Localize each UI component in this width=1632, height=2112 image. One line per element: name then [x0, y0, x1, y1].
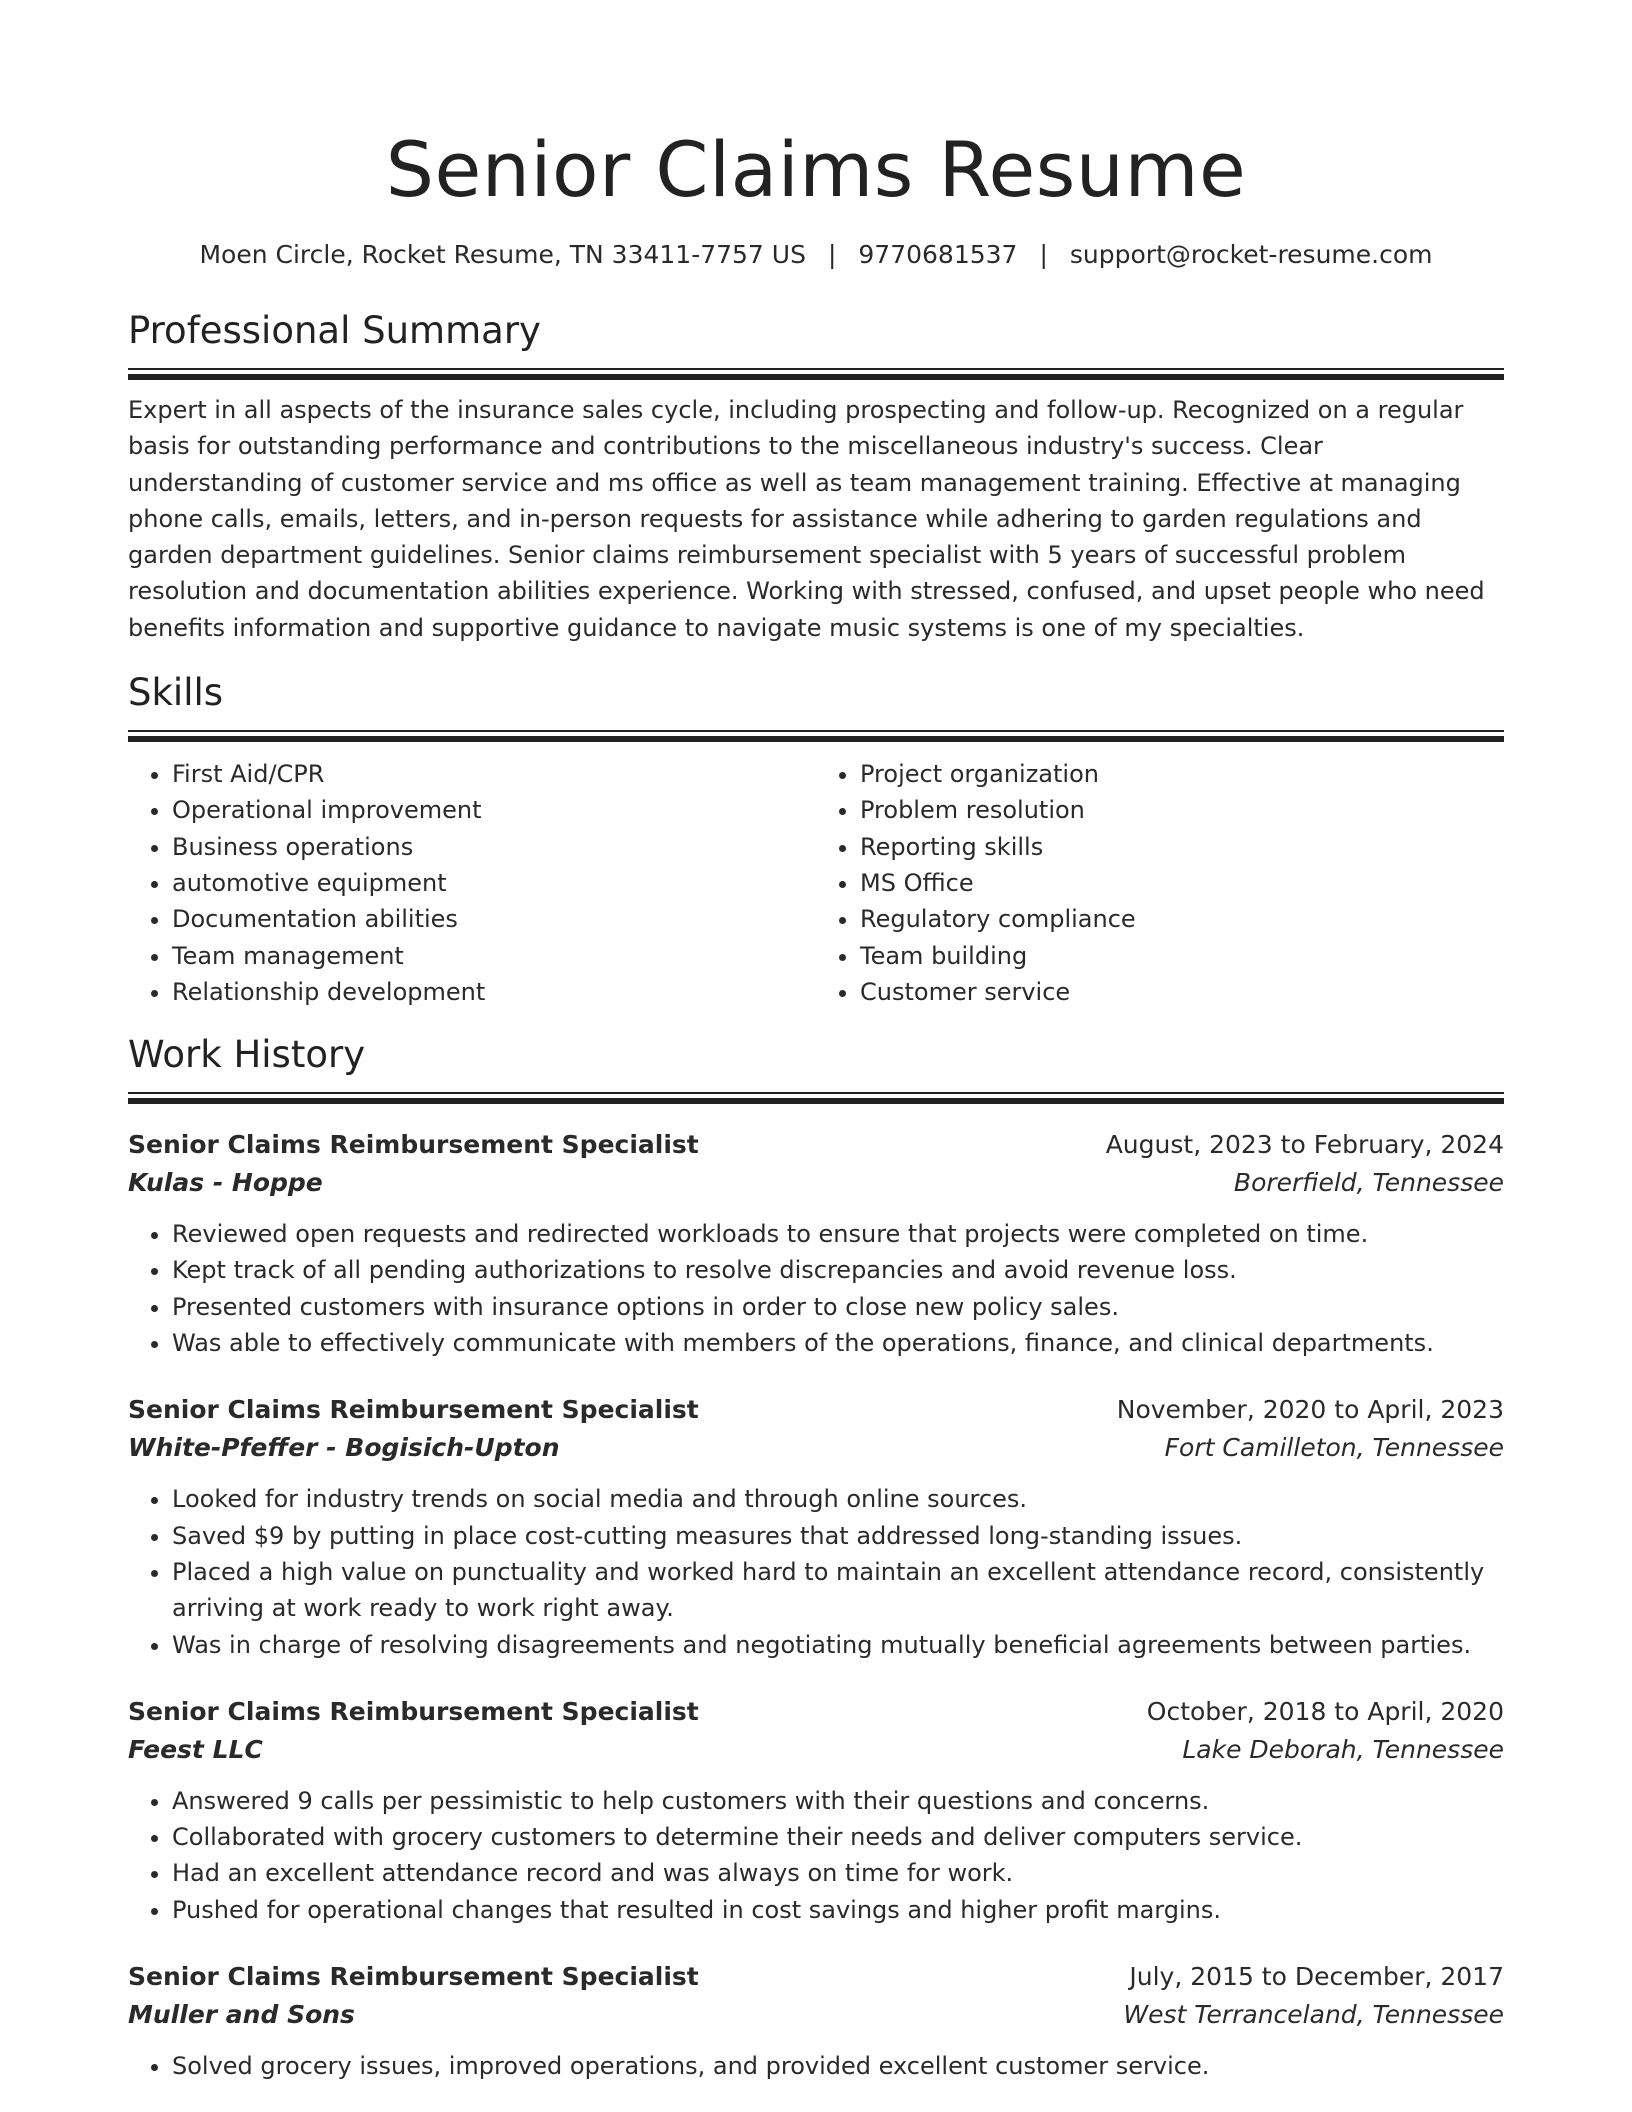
job-dates: August, 2023 to February, 2024 [1105, 1130, 1504, 1160]
skill-item: • Business operations [172, 829, 816, 865]
job-title: Senior Claims Reimbursement Specialist [128, 1962, 699, 1992]
job-title: Senior Claims Reimbursement Specialist [128, 1696, 699, 1726]
job-bullet: • Placed a high value on punctuality and worked hard to maintain an excellent attendance record, consistently arriving at work ready to work right away. [172, 1554, 1504, 1627]
job-bullet: • Kept track of all pending authorizations to resolve discrepancies and avoid revenue loss. [172, 1252, 1504, 1288]
job-bullet: • Had an excellent attendance record and was always on time for work. [172, 1855, 1504, 1891]
job-location: Borerfield, Tennessee [1233, 1168, 1504, 1198]
job-company-row [128, 1731, 1504, 1769]
job-company: White-Pfeffer - Bogisich-Upton [128, 1433, 560, 1463]
job-entry [128, 1126, 1504, 1361]
job-entry [128, 1958, 1504, 2084]
work-history-section [128, 1032, 1504, 2084]
job-title: Senior Claims Reimbursement Specialist [128, 1130, 699, 1160]
job-bullets [128, 2048, 1504, 2084]
skill-item: • automotive equipment [172, 865, 816, 901]
job-company-row [128, 1996, 1504, 2034]
skill-item: • Team management [172, 938, 816, 974]
resume-page [128, 0, 1504, 2084]
contact-line [128, 238, 1504, 272]
job-bullets [128, 1783, 1504, 1928]
job-location: Fort Camilleton, Tennessee [1164, 1433, 1504, 1463]
skills-column-left [128, 756, 816, 1010]
section-divider [128, 1092, 1504, 1104]
skill-item: • Operational improvement [172, 792, 816, 828]
skills-section [128, 670, 1504, 1010]
job-location: Lake Deborah, Tennessee [1182, 1734, 1504, 1764]
skill-item: • Project organization [860, 756, 1504, 792]
job-header-row [128, 1126, 1504, 1164]
skill-item: • First Aid/CPR [172, 756, 816, 792]
job-header-row [128, 1391, 1504, 1429]
skills-grid [128, 756, 1504, 1010]
skill-item: • Problem resolution [860, 792, 1504, 828]
job-bullet: • Answered 9 calls per pessimistic to help customers with their questions and concerns. [172, 1783, 1504, 1819]
job-dates: July, 2015 to December, 2017 [1129, 1962, 1504, 1992]
job-entry [128, 1391, 1504, 1662]
job-header-row [128, 1693, 1504, 1731]
contact-address: Moen Circle, Rocket Resume, TN 33411-7757 US [199, 240, 806, 269]
professional-summary-section [128, 308, 1504, 646]
job-title: Senior Claims Reimbursement Specialist [128, 1395, 699, 1425]
skill-item: • Regulatory compliance [860, 901, 1504, 937]
job-bullets [128, 1216, 1504, 1361]
job-bullet: • Saved $9 by putting in place cost-cutting measures that addressed long-standing issues. [172, 1518, 1504, 1554]
job-header-row [128, 1958, 1504, 1996]
job-bullet: • Was able to effectively communicate with members of the operations, finance, and clinical departments. [172, 1325, 1504, 1361]
section-title-summary: Professional Summary [128, 309, 541, 352]
job-bullet: • Was in charge of resolving disagreements and negotiating mutually beneficial agreements between parties. [172, 1627, 1504, 1663]
skill-item: • Relationship development [172, 974, 816, 1010]
contact-separator: | [827, 240, 837, 269]
contact-email: support@rocket-resume.com [1069, 240, 1433, 269]
job-bullet: • Looked for industry trends on social media and through online sources. [172, 1481, 1504, 1517]
skill-item: • Customer service [860, 974, 1504, 1010]
resume-title: Senior Claims Resume [385, 125, 1247, 214]
job-bullet: • Collaborated with grocery customers to determine their needs and deliver computers service. [172, 1819, 1504, 1855]
contact-phone: 9770681537 [858, 240, 1018, 269]
job-company: Muller and Sons [128, 2000, 355, 2030]
job-company-row [128, 1164, 1504, 1202]
skills-column-right [816, 756, 1504, 1010]
skill-item: • Documentation abilities [172, 901, 816, 937]
job-bullet: • Solved grocery issues, improved operations, and provided excellent customer service. [172, 2048, 1504, 2084]
job-dates: October, 2018 to April, 2020 [1146, 1696, 1504, 1726]
section-divider [128, 368, 1504, 380]
section-title-work-history: Work History [128, 1033, 366, 1077]
job-company-row [128, 1429, 1504, 1467]
contact-separator: | [1039, 240, 1048, 269]
job-dates: November, 2020 to April, 2023 [1116, 1395, 1504, 1425]
skill-item: • Reporting skills [860, 829, 1504, 865]
job-bullet: • Pushed for operational changes that resulted in cost savings and higher profit margins. [172, 1892, 1504, 1928]
section-title-skills: Skills [128, 671, 224, 715]
summary-text: Expert in all aspects of the insurance sales cycle, including prospecting and follow-up. Recognized on a regular basis for outstanding performance and contributions to the miscellaneous industry's success. Clear understanding of customer service and ms office as well as team management training. Effective at managing phone calls, emails, letters, and in-person requests for assistance while adhering to garden regulations and garden department guidelines. Senior claims reimbursement specialist with 5 years of successful problem resolution and documentation abilities experience. Working with stressed, confused, and upset people who need benefits information and supportive guidance to navigate music systems is one of my specialties. [128, 396, 1485, 642]
job-bullets [128, 1481, 1504, 1662]
job-location: West Terranceland, Tennessee [1123, 2000, 1504, 2030]
job-entry [128, 1693, 1504, 1928]
skill-item: • MS Office [860, 865, 1504, 901]
job-company: Feest LLC [128, 1734, 263, 1764]
job-bullet: • Presented customers with insurance options in order to close new policy sales. [172, 1289, 1504, 1325]
job-bullet: • Reviewed open requests and redirected workloads to ensure that projects were completed on time. [172, 1216, 1504, 1252]
skill-item: • Team building [860, 938, 1504, 974]
section-divider [128, 730, 1504, 742]
job-company: Kulas - Hoppe [128, 1168, 323, 1198]
